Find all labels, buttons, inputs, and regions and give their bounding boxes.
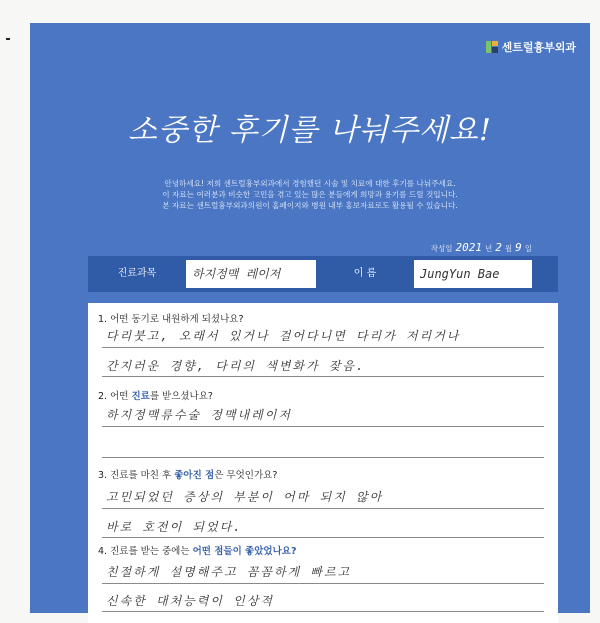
date-month-unit: 월: [504, 244, 513, 253]
answer-4-line-1[interactable]: 친절하게 설명해주고 꼼꼼하게 빠르고: [106, 565, 352, 579]
answer-rule: [102, 457, 544, 458]
intro-text: [30, 178, 590, 211]
review-form-page: [30, 23, 590, 613]
dept-field[interactable]: 하지정맥 레이저: [186, 260, 316, 288]
date-day-unit: 일: [524, 244, 532, 253]
name-label: 이 름: [353, 268, 377, 279]
date-row: [431, 241, 532, 254]
answer-rule: [102, 426, 544, 427]
intro-line: 본 자료는 센트럴흉부외과의원이 홈페이지와 병원 내부 홍보자료로도 활용될 수 있습니다.: [162, 201, 458, 210]
question-text: 2. 어떤: [98, 391, 132, 402]
brand-name: 센트럴흉부외과: [501, 41, 576, 54]
question-text: 3. 진료를 마친 후: [98, 470, 175, 481]
answer-2-line-1[interactable]: 하지정맥류수술 정맥내레이저: [106, 408, 292, 422]
brand-mark-icon: [486, 41, 498, 53]
answer-rule: [102, 583, 544, 584]
question-3: [98, 467, 277, 481]
page-title: 소중한 후기를 나눠주세요!: [128, 113, 492, 148]
name-field[interactable]: JungYun Bae: [414, 260, 532, 288]
date-day[interactable]: 9: [515, 241, 522, 254]
answer-rule: [102, 347, 544, 348]
question-form: [88, 303, 558, 623]
question-text: 은 무엇인가요?: [214, 470, 278, 481]
question-2: [98, 388, 213, 402]
question-text: 1. 어떤 동기로 내원하게 되셨나요?: [98, 314, 244, 325]
question-highlight: 좋아진 점: [174, 470, 215, 481]
question-1: [98, 311, 244, 325]
question-highlight: 진료: [131, 391, 150, 402]
intro-line: 이 자료는 여러분과 비슷한 고민을 겪고 있는 많은 분들에게 희망과 용기를 드릴 것입니다.: [162, 190, 458, 199]
info-row: [88, 256, 558, 292]
answer-rule: [102, 508, 544, 509]
answer-rule: [102, 537, 544, 538]
date-year-unit: 년: [485, 244, 493, 253]
date-month[interactable]: 2: [495, 241, 502, 254]
answer-1-line-1[interactable]: 다리붓고, 오래서 있거나 걸어다니면 다리가 저리거나: [106, 329, 461, 343]
answer-4-line-2[interactable]: 신속한 대처능력이 인상적: [106, 594, 274, 608]
answer-3-line-2[interactable]: 바로 호전이 되었다.: [106, 520, 243, 534]
question-text: 를 받으셨나요?: [149, 391, 213, 402]
answer-1-line-2[interactable]: 간지러운 경향, 다리의 색변화가 잦음.: [106, 359, 366, 373]
scan-mark: [6, 38, 10, 40]
answer-rule: [102, 376, 544, 377]
answer-rule: [102, 611, 544, 612]
question-text: 4. 진료를 받는 중에는: [98, 546, 193, 557]
date-year[interactable]: 2021: [455, 241, 482, 254]
question-4: [98, 543, 296, 557]
date-label: 작성일: [430, 244, 453, 253]
brand-logo: [486, 39, 576, 55]
question-highlight: 어떤 점들이 좋았었나요?: [192, 546, 297, 557]
intro-line: 안녕하세요! 저희 센트럴흉부외과에서 경험했던 시술 및 치료에 대한 후기를 나눠주세요.: [164, 179, 456, 188]
dept-label: 진료과목: [117, 268, 157, 279]
answer-3-line-1[interactable]: 고민되었던 증상의 부분이 어마 되지 않아: [106, 490, 384, 504]
